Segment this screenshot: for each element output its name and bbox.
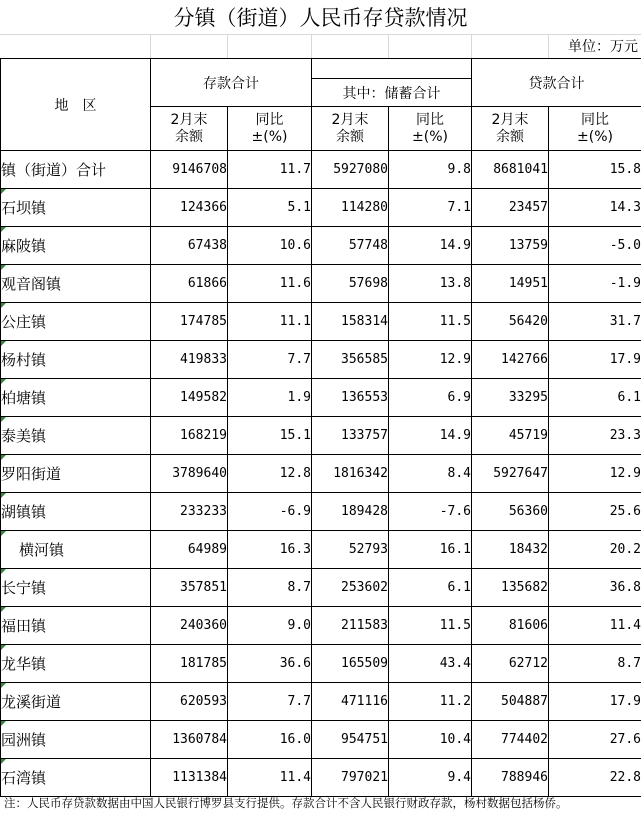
loan-yoy-cell: 17.9 [549,341,641,379]
loan-balance-cell: 5927647 [472,455,549,493]
savings-balance-cell: 1816342 [312,455,389,493]
savings-balance-cell: 471116 [312,683,389,721]
table-row [1,151,641,189]
region-name-label: 长宁镇 [1,579,47,597]
savings-yoy-cell: 16.1 [389,531,472,569]
deposit-balance-cell: 1360784 [151,721,228,759]
savings-balance-cell: 114280 [312,189,389,227]
header-region: 地 区 [1,59,151,151]
header-savings-yoy: 同比 ±(%) [389,107,472,151]
deposit-balance-cell: 3789640 [151,455,228,493]
savings-yoy-cell: 7.1 [389,189,472,227]
table-row [1,645,641,683]
deposit-balance-cell: 181785 [151,645,228,683]
savings-yoy-cell: -7.6 [389,493,472,531]
header-savings-spacer [312,59,472,79]
savings-balance-cell: 356585 [312,341,389,379]
deposit-yoy-cell: 9.0 [228,607,312,645]
footnote: 注：人民币存贷款数据由中国人民银行博罗县支行提供。存款合计不含人民银行财政存款，杨村数据包括杨侨。 [4,796,568,810]
deposit-balance-cell: 9146708 [151,151,228,189]
table-row [1,493,641,531]
loan-balance-cell: 45719 [472,417,549,455]
deposit-yoy-cell: 7.7 [228,341,312,379]
savings-yoy-cell: 10.4 [389,721,472,759]
savings-balance-cell: 57748 [312,227,389,265]
loan-yoy-cell: -1.9 [549,265,641,303]
loan-yoy-cell: 20.2 [549,531,641,569]
region-name [1,493,151,531]
deposit-balance-cell: 174785 [151,303,228,341]
cell-marker-icon [1,645,6,650]
region-name [1,341,151,379]
cell-marker-icon [1,417,6,422]
savings-yoy-cell: 11.5 [389,303,472,341]
deposit-loan-table [0,58,641,797]
region-name-label: 柏塘镇 [1,389,47,407]
loan-balance-cell: 23457 [472,189,549,227]
loan-balance-cell: 81606 [472,607,549,645]
cell-marker-icon [1,341,6,346]
savings-balance-cell: 253602 [312,569,389,607]
savings-balance-cell: 189428 [312,493,389,531]
region-name [1,303,151,341]
loan-balance-cell: 18432 [472,531,549,569]
deposit-balance-cell: 620593 [151,683,228,721]
loan-yoy-cell: 25.6 [549,493,641,531]
loan-balance-cell: 135682 [472,569,549,607]
region-name [1,265,151,303]
savings-balance-cell: 5927080 [312,151,389,189]
region-name-label: 横河镇 [19,541,65,559]
unit-label: 单位：万元 [568,39,638,55]
loan-balance-cell: 142766 [472,341,549,379]
table-row [1,303,641,341]
savings-balance-cell: 211583 [312,607,389,645]
table-row [1,531,641,569]
cell-marker-icon [1,531,6,536]
table-row [1,455,641,493]
savings-balance-cell: 57698 [312,265,389,303]
cell-marker-icon [1,265,6,270]
cell-marker-icon [1,493,6,498]
header-loan-total: 贷款合计 [472,59,641,107]
deposit-yoy-cell: 8.7 [228,569,312,607]
region-name-label: 福田镇 [1,617,47,635]
loan-yoy-cell: -5.0 [549,227,641,265]
savings-yoy-cell: 12.9 [389,341,472,379]
region-name [1,455,151,493]
deposit-yoy-cell: -6.9 [228,493,312,531]
cell-marker-icon [1,379,6,384]
loan-yoy-cell: 8.7 [549,645,641,683]
savings-yoy-cell: 11.5 [389,607,472,645]
cell-marker-icon [1,683,6,688]
loan-yoy-cell: 22.8 [549,759,641,797]
loan-balance-cell: 14951 [472,265,549,303]
deposit-yoy-cell: 7.7 [228,683,312,721]
loan-yoy-cell: 36.8 [549,569,641,607]
deposit-yoy-cell: 11.4 [228,759,312,797]
loan-balance-cell: 8681041 [472,151,549,189]
savings-yoy-cell: 9.4 [389,759,472,797]
table-row [1,607,641,645]
deposit-balance-cell: 124366 [151,189,228,227]
deposit-yoy-cell: 11.6 [228,265,312,303]
deposit-balance-cell: 149582 [151,379,228,417]
header-savings-total: 其中：储蓄合计 [312,79,472,107]
table-row [1,721,641,759]
region-name [1,227,151,265]
loan-yoy-cell: 27.6 [549,721,641,759]
region-name-label: 湖镇镇 [1,503,47,521]
savings-yoy-cell: 8.4 [389,455,472,493]
loan-yoy-cell: 12.9 [549,455,641,493]
header-savings-balance: 2月末 余额 [312,107,389,151]
savings-yoy-cell: 13.8 [389,265,472,303]
loan-yoy-cell: 23.3 [549,417,641,455]
deposit-yoy-cell: 11.7 [228,151,312,189]
region-name-label: 杨村镇 [1,351,47,369]
savings-yoy-cell: 11.2 [389,683,472,721]
region-name-label: 龙溪街道 [1,693,62,711]
loan-balance-cell: 33295 [472,379,549,417]
header-loan-yoy: 同比 ±(%) [549,107,641,151]
loan-balance-cell: 774402 [472,721,549,759]
region-name [1,151,151,189]
region-name [1,189,151,227]
deposit-balance-cell: 1131384 [151,759,228,797]
loan-yoy-cell: 6.1 [549,379,641,417]
loan-balance-cell: 56420 [472,303,549,341]
region-name [1,569,151,607]
table-row [1,569,641,607]
table-row [1,265,641,303]
cell-marker-icon [1,759,6,764]
savings-yoy-cell: 6.1 [389,569,472,607]
header-deposit-balance: 2月末 余额 [151,107,228,151]
header-deposit-total: 存款合计 [151,59,312,107]
deposit-balance-cell: 64989 [151,531,228,569]
deposit-yoy-cell: 16.0 [228,721,312,759]
loan-yoy-cell: 14.3 [549,189,641,227]
loan-balance-cell: 504887 [472,683,549,721]
savings-balance-cell: 954751 [312,721,389,759]
loan-balance-cell: 56360 [472,493,549,531]
cell-marker-icon [1,721,6,726]
deposit-balance-cell: 357851 [151,569,228,607]
region-name-label: 石湾镇 [1,769,47,787]
deposit-yoy-cell: 11.1 [228,303,312,341]
savings-yoy-cell: 9.8 [389,151,472,189]
cell-marker-icon [1,607,6,612]
region-name [1,531,151,569]
savings-yoy-cell: 14.9 [389,417,472,455]
region-name-label: 园洲镇 [1,731,47,749]
region-name [1,607,151,645]
loan-yoy-cell: 17.9 [549,683,641,721]
table-row [1,341,641,379]
region-name-label: 观音阁镇 [1,275,62,293]
deposit-yoy-cell: 5.1 [228,189,312,227]
table-row [1,189,641,227]
loan-yoy-cell: 11.4 [549,607,641,645]
region-name-label: 泰美镇 [1,427,47,445]
table-row [1,759,641,797]
deposit-balance-cell: 61866 [151,265,228,303]
cell-marker-icon [1,227,6,232]
savings-balance-cell: 52793 [312,531,389,569]
deposit-balance-cell: 168219 [151,417,228,455]
region-name [1,379,151,417]
deposit-yoy-cell: 15.1 [228,417,312,455]
region-name [1,417,151,455]
deposit-yoy-cell: 16.3 [228,531,312,569]
cell-marker-icon [1,189,6,194]
deposit-yoy-cell: 1.9 [228,379,312,417]
loan-balance-cell: 62712 [472,645,549,683]
deposit-balance-cell: 67438 [151,227,228,265]
header-deposit-yoy: 同比 ±(%) [228,107,312,151]
savings-balance-cell: 158314 [312,303,389,341]
region-name [1,645,151,683]
header-loan-balance: 2月末 余额 [472,107,549,151]
savings-yoy-cell: 14.9 [389,227,472,265]
region-name [1,759,151,797]
loan-balance-cell: 788946 [472,759,549,797]
savings-balance-cell: 165509 [312,645,389,683]
deposit-yoy-cell: 12.8 [228,455,312,493]
region-name-label: 麻陂镇 [1,237,47,255]
region-name-label: 龙华镇 [1,655,47,673]
cell-marker-icon [1,455,6,460]
savings-balance-cell: 133757 [312,417,389,455]
deposit-yoy-cell: 10.6 [228,227,312,265]
region-name-label: 镇（街道）合计 [1,161,107,179]
region-name [1,683,151,721]
deposit-balance-cell: 419833 [151,341,228,379]
deposit-balance-cell: 233233 [151,493,228,531]
table-row [1,683,641,721]
region-name [1,721,151,759]
savings-yoy-cell: 6.9 [389,379,472,417]
region-name-label: 石坝镇 [1,199,47,217]
region-name-label: 罗阳街道 [1,465,62,483]
region-name-label: 公庄镇 [1,313,47,331]
loan-yoy-cell: 31.7 [549,303,641,341]
deposit-yoy-cell: 36.6 [228,645,312,683]
deposit-balance-cell: 240360 [151,607,228,645]
cell-marker-icon [1,569,6,574]
loan-balance-cell: 13759 [472,227,549,265]
cell-marker-icon [1,303,6,308]
savings-balance-cell: 797021 [312,759,389,797]
table-row [1,379,641,417]
loan-yoy-cell: 15.8 [549,151,641,189]
table-row [1,417,641,455]
savings-yoy-cell: 43.4 [389,645,472,683]
table-row [1,227,641,265]
savings-balance-cell: 136553 [312,379,389,417]
page-title: 分镇（街道）人民币存贷款情况 [173,6,468,30]
